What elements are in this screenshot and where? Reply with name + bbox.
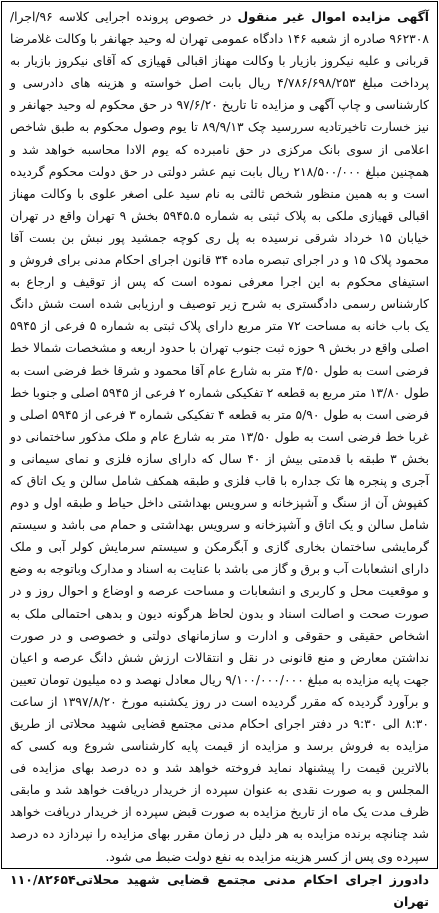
- notice-title: آگهی مزایده اموال غیر منقول: [237, 10, 429, 24]
- notice-signature: دادورز اجرای احکام مدنی مجتمع قضایی شهید محلاتی تهران: [75, 871, 429, 909]
- court-auction-notice: [1, 1, 438, 909]
- notice-reference-number: ۱۱۰/۸۲۶۵۴: [10, 871, 76, 887]
- notice-body-text: در خصوص پرونده اجرایی کلاسه ۹۶/اجرا/۹۶۲۳۰۸ صادره از شعبه ۱۴۶ دادگاه عمومی تهران له وحید جهانفر با وکالت غلامرضا قربانی و علیه نیکروز بازیار با وکالت مهناز اقبالی قهیازی که آقای نیکروز بازیار به پرداخت مبلغ ۴/۷۸۶/۶۹۸/۲۵۳ ریال بابت اصل خواسته و هزینه های دادرسی و کارشناسی و چاپ آگهی و مزایده تا تاریخ ۹۷/۶/۲۰ در حق محکوم له وحید جهانفر و نیز خسارت تاخیرتادیه سررسید چک ۸۹/۹/۱۳ تا یوم وصول محکوم به طبق شاخص اعلامی از سوی بانک مرکزی در حق نامبرده که یوم الادا محاسبه خواهد شد و همچنین مبلغ ۲۱۸/۵۰۰/۰۰۰ ریال بابت نیم عشر دولتی در حق دولت محکوم گردیده است و به همین منظور شخص ثالثی به نام سید علی اصغر علوی با وکالت مهناز اقبالی قهیازی ملکی به پلاک ثبتی به شماره ۵۹۴۵.۵ بخش ۹ تهران واقع در تهران خیابان ۱۵ خرداد شرقی نرسیده به پل ری کوچه جمشید پور نبش بن بست آقا محمود پلاک ۱۵ و در اجرای تبصره ماده ۳۴ قانون اجرای احکام مدنی برای فروش و استیفای محکوم به این اجرا معرفی نموده است که پس از توقیف و ارجاع به کارشناس رسمی دادگستری به شرح زیر توصیف و ارزیابی شده است شش دانگ یک باب خانه به مساحت ۷۲ متر مربع دارای پلاک ثبتی به شماره ۵ فرعی از ۵۹۴۵ اصلی واقع در بخش ۹ حوزه ثبت جنوب تهران با حدود اربعه و مشخصات شمالا خط فرضی است به طول ۴/۵۰ متر به شارع عام آقا محمود و شرقا خط فرضی است به طول ۱۳/۸۰ متر مربع به قطعه ۲ تفکیکی شماره ۲ فرعی از ۵۹۴۵ اصلی و جنوبا خط فرضی است به طول ۵/۹۰ متر به قطعه ۴ تفکیکی شماره ۳ فرعی از ۵۹۴۵ اصلی و غربا خط فرضی است به طول ۱۳/۵۰ متر به شارع عام و ملک مذکور ساختمانی دو بخش ۳ طبقه با قدمتی بیش از ۴۰ سال که دارای سازه فلزی و نمای سیمانی و آجری و پنجره ها تک جداره با قاب فلزی و طبقه همکف شامل سالن و یک اتاق که کفپوش آن از سنگ و آشپزخانه و سرویس بهداشتی داخل حیاط و طبقه اول و دوم شامل سالن و یک اتاق و آشپزخانه و سرویس بهداشتی و حمام می باشد و سیستم گرمایشی ساختمان بخاری گازی و آبگرمکن و سیستم سرمایش کولر آبی و ملک دارای انشعابات آب و برق و گاز می باشد با عنایت به اسناد و مدارک وباتوجه به وضع و موقعیت محل و کاربری و انشعابات و مساحت عرصه و اوضاع و احوال روز و در صورت صحت و اصالت اسناد و بدون لحاظ هرگونه دیون و بدهی احتمالی ملک به اشخاص حقیقی و حقوقی و ادارت و سازمانهای دولتی و خصوصی و در صورت نداشتن معارض و منع قانونی در نقل و انتقالات ارزش شش دانگ عرصه و اعیان جهت پایه مزایده به مبلغ ۹/۱۰۰/۰۰۰/۰۰۰ ریال معادل نهصد و ده میلیون تومان تعیین و برآورد گردیده که مقرر گردیده است در روز یکشنبه مورخ ۱۳۹۷/۸/۲۰ از ساعت ۸:۳۰ الی ۹:۳۰ در دفتر اجرای احکام مدنی مجتمع قضایی شهید محلاتی از طریق مزایده به فروش برسد و مزایده از قیمت پایه کارشناسی شروع وبه کسی که بالاترین قیمت را پیشنهاد نماید فروخته خواهد شد و ده درصد بهای مزایده فی المجلس و به صورت نقدی به عنوان سپرده از خریدار دریافت خواهد شد و مابقی ظرف مدت یک ماه از تاریخ مزایده به صورت قبض سپرده از خریدار دریافت خواهد شد چنانچه برنده مزایده به هر دلیل در زمان مقرر بهای مزایده را نپردازد ده درصد سپرده وی پس از کسر هزینه مزایده به نفع دولت ضبط می شود.: [10, 10, 430, 864]
- notice-footer: [10, 869, 429, 913]
- notice-body-paragraph: [10, 6, 429, 868]
